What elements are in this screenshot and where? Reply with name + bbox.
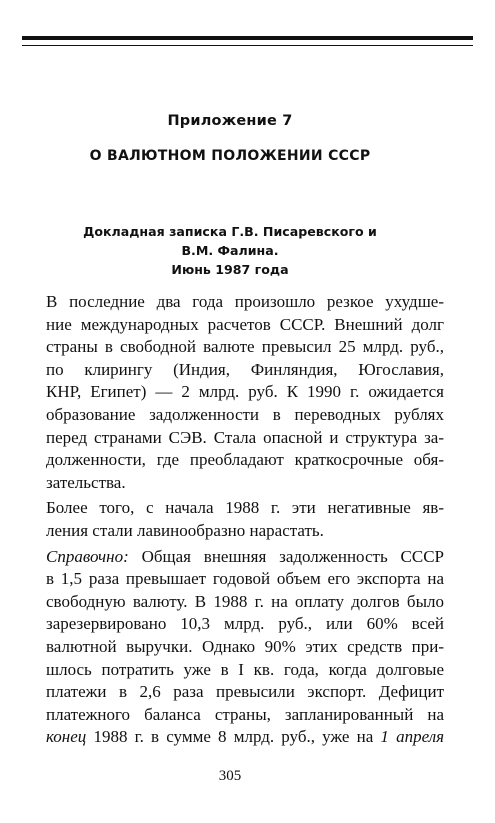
reference-label: Справочно:: [46, 546, 129, 566]
document-subtitle: [0, 222, 460, 279]
emphasis-date: 1 апреля: [380, 727, 445, 747]
paragraph-1-line: ние международных расчетов СССР. Внешний долг: [46, 314, 444, 334]
paragraph-2-line: Более того, с начала 1988 г. эти негативные яв-: [46, 498, 444, 518]
header-rule-thick: [22, 36, 473, 40]
paragraph-1: [46, 291, 444, 494]
subtitle-line-1: Докладная записка Г.В. Писаревского и: [83, 224, 377, 239]
paragraph-1-line: перед странами СЭВ. Стала опасной и структура за-: [46, 427, 444, 447]
paragraph-1-line: долженности, где преобладают краткосрочные обя-: [46, 450, 444, 470]
document-title: О ВАЛЮТНОМ ПОЛОЖЕНИИ СССР: [89, 148, 371, 164]
paragraph-1-line: по клирингу (Индия, Финляндия, Югославия,: [46, 359, 444, 379]
paragraph-2: [46, 497, 444, 542]
paragraph-3-line: в 1,5 раза превышает годовой объем его экспорта на: [46, 569, 444, 589]
appendix-heading: Приложение 7: [167, 113, 293, 129]
header-rule-thin: [22, 45, 473, 46]
subtitle-line-2: В.М. Фалина.: [181, 243, 279, 258]
paragraph-1-line: зательства.: [46, 472, 126, 492]
paragraph-3-line: платежи в 2,6 раза превысили экспорт. Дефицит: [46, 682, 444, 702]
paragraph-1-line: КНР, Египет) — 2 млрд. руб. К 1990 г. ожидается: [46, 382, 444, 402]
paragraph-1-line: образование задолженности в переводных рублях: [46, 404, 444, 424]
subtitle-line-3: Июнь 1987 года: [171, 262, 289, 277]
paragraph-2-line: ления стали лавинообразно нарастать.: [46, 520, 324, 540]
paragraph-3-line: свободную валюту. В 1988 г. на оплату долгов было: [46, 591, 444, 611]
body-text: [46, 291, 444, 749]
paragraph-3-last-line: [46, 726, 444, 749]
paragraph-3-line: шлось потратить уже в I кв. года, когда долговые: [46, 659, 444, 679]
emphasis-end: конец: [46, 727, 87, 747]
paragraph-1-line: страны в свободной валюте превысил 25 млрд. руб.,: [46, 337, 444, 357]
paragraph-3-line: платежного баланса страны, запланированный на: [46, 704, 444, 724]
paragraph-3-line: зарезервировано 10,3 млрд. руб., или 60% всей: [46, 614, 444, 634]
paragraph-3: [46, 546, 444, 749]
page-number: 305: [218, 768, 242, 784]
paragraph-3-lead-rest: Общая внешняя задолженность СССР: [128, 546, 444, 566]
paragraph-1-line: В последние два года произошло резкое ухудше-: [46, 292, 444, 311]
paragraph-3-lead-line: [46, 546, 444, 569]
paragraph-3-last-mid: 1988 г. в сумме 8 млрд. руб., уже на: [86, 727, 381, 747]
paragraph-3-line: валютной выручки. Однако 90% этих средств при-: [46, 636, 444, 656]
